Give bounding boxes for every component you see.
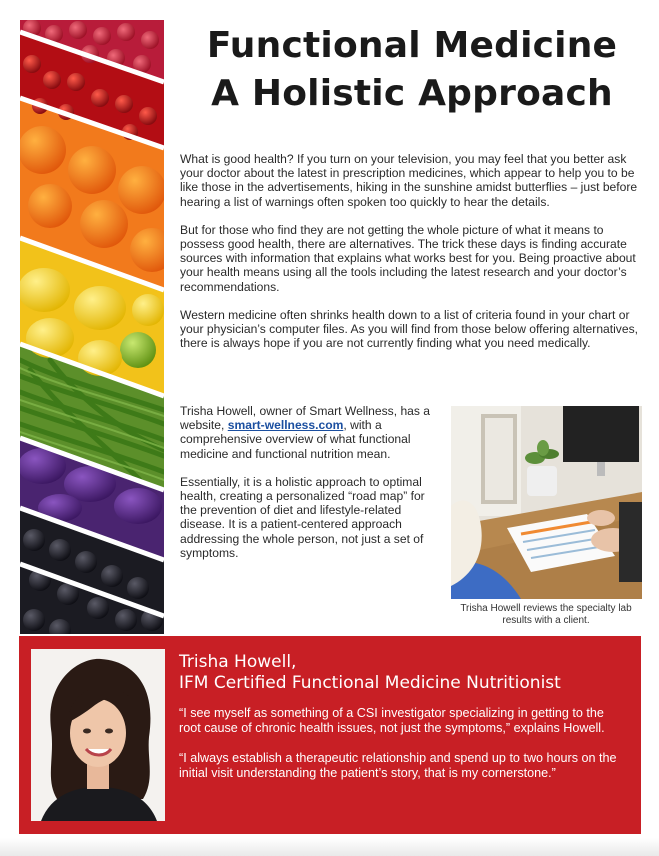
title-line-2: A Holistic Approach: [211, 73, 613, 114]
bio-quote: “I see myself as something of a CSI investigator specializing in getting to the root cause of chronic health issues, not just the symptoms,” explains Howell.: [179, 706, 605, 735]
column-text: [180, 404, 442, 574]
consultation-photo: [451, 406, 642, 599]
bio-quotes: [179, 706, 627, 796]
intro-paragraph: Western medicine often shrinks health down to a list of criteria found in your chart or your physician’s computer files. As you will find from those below offering alternatives, there is always hope if you are not currently finding what you need medically.: [180, 307, 638, 351]
column-text-before-link: Trisha Howell, owner of Smart Wellness, has a website,: [180, 404, 431, 433]
page-bottom-shadow: [0, 838, 659, 856]
title-line-1: Functional Medicine: [206, 25, 618, 66]
produce-image-strip: [20, 20, 164, 634]
intro-paragraph: What is good health? If you turn on your television, you may feel that you better ask your doctor about the latest in prescription medicines, which appear to help you to be like those in the advertisements, hiking in the sunshine amidst butterflies – just before hearing a list of warnings often spoken too quickly to hear the details.: [180, 152, 638, 209]
portrait-photo: [31, 649, 165, 821]
portrait-illustration: [31, 649, 165, 821]
intro-paragraph: But for those who find they are not getting the whole picture of what it means to possess good health, there are alternatives. The trick these days is finding accurate sources with information that explains what works best for you. Being proactive about your health means using all the tools including the latest research and your doctor’s recommendations.: [180, 222, 636, 294]
column-text-after-link: , with a comprehensive overview of what functional medicine and functional nutrition mean.: [180, 418, 411, 461]
consultation-illustration: [451, 406, 642, 599]
column-paragraph-2: Essentially, it is a holistic approach to optimal health, creating a personalized “road map” for the prevention of diet and lifestyle-related disease. It is a patient-centered approach addressing the whole person, not just a set of symptoms.: [180, 474, 425, 560]
bio-credential: IFM Certified Functional Medicine Nutritionist: [179, 673, 561, 693]
produce-illustration: [20, 20, 164, 634]
page-title: [172, 22, 652, 118]
bio-quote: “I always establish a therapeutic relationship and spend up to two hours on the initial visit understanding the patient’s story, that is my cornerstone.”: [179, 751, 617, 780]
column-paragraph-1: [180, 404, 442, 461]
photo-caption: Trisha Howell reviews the specialty lab results with a client.: [460, 603, 632, 626]
bio-heading: [179, 652, 629, 694]
bio-box: [19, 636, 641, 834]
intro-text: [180, 152, 642, 364]
bio-name: Trisha Howell,: [179, 652, 297, 672]
website-link[interactable]: smart-wellness.com: [227, 418, 344, 433]
